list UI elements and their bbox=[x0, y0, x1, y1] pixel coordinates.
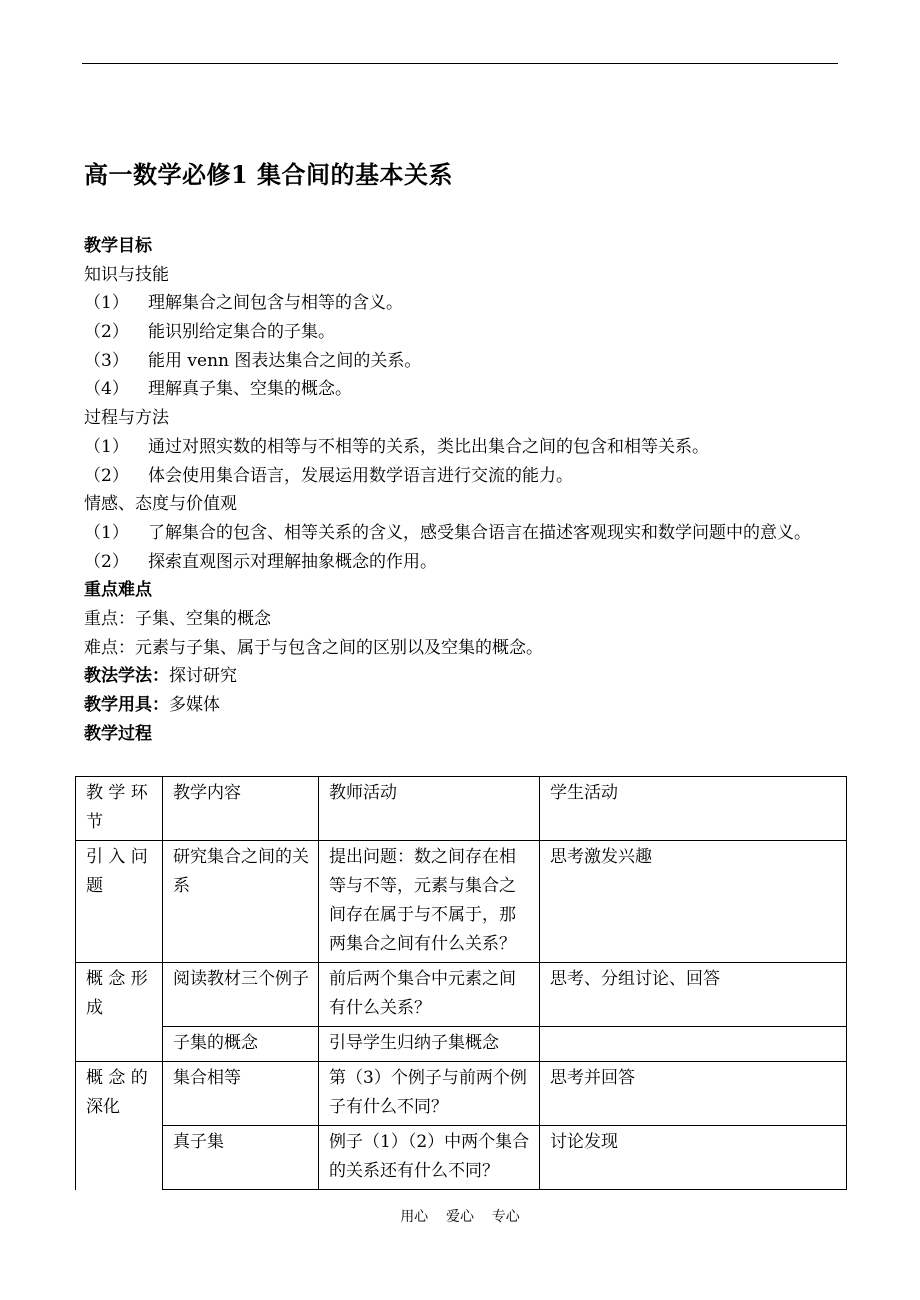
item-number: （1） bbox=[84, 436, 129, 457]
table-row bbox=[76, 1027, 847, 1062]
student-cell: 讨论发现 bbox=[540, 1126, 847, 1190]
list-item bbox=[84, 462, 844, 491]
focus-text: 重点：子集、空集的概念 bbox=[84, 608, 271, 629]
header-rule bbox=[82, 63, 838, 64]
content-cell: 研究集合之间的关系 bbox=[163, 841, 319, 963]
tools-line bbox=[84, 691, 844, 720]
table-header-row bbox=[76, 777, 847, 841]
content-cell: 阅读教材三个例子 bbox=[163, 963, 319, 1027]
goals-heading: 教学目标 bbox=[84, 236, 152, 256]
header-content: 教学内容 bbox=[163, 777, 319, 841]
table-row bbox=[76, 841, 847, 963]
list-item bbox=[84, 375, 844, 404]
list-item bbox=[84, 289, 844, 318]
process-heading: 教学过程 bbox=[84, 723, 152, 744]
table-row bbox=[76, 1062, 847, 1126]
key-points-heading: 重点难点 bbox=[84, 580, 152, 601]
teacher-cell: 例子（1）（2）中两个集合的关系还有什么不同？ bbox=[319, 1126, 540, 1190]
item-text: 探索直观图示对理解抽象概念的作用。 bbox=[148, 551, 437, 572]
list-item bbox=[84, 433, 844, 462]
item-number: （2） bbox=[84, 465, 129, 486]
list-item bbox=[84, 519, 844, 548]
stage-cell: 概 念 的 深化 bbox=[76, 1062, 163, 1190]
list-item bbox=[84, 548, 844, 577]
student-cell bbox=[540, 1027, 847, 1062]
item-text: 能用 venn 图表达集合之间的关系。 bbox=[148, 350, 422, 371]
item-text: 能识别给定集合的子集。 bbox=[148, 322, 335, 343]
difficulty-text: 难点：元素与子集、属于与包含之间的区别以及空集的概念。 bbox=[84, 637, 543, 658]
teacher-cell: 前后两个集合中元素之间有什么关系？ bbox=[319, 963, 540, 1027]
item-number: （2） bbox=[84, 322, 129, 343]
page-footer: 用心 爱心 专心 bbox=[400, 1209, 520, 1225]
header-teacher: 教师活动 bbox=[319, 777, 540, 841]
header-stage: 教 学 环 节 bbox=[76, 777, 163, 841]
teacher-cell: 引导学生归纳子集概念 bbox=[319, 1027, 540, 1062]
item-text: 体会使用集合语言，发展运用数学语言进行交流的能力。 bbox=[148, 465, 573, 486]
item-text: 理解真子集、空集的概念。 bbox=[148, 379, 352, 400]
table-row bbox=[76, 1126, 847, 1190]
emotion-label: 情感、态度与价值观 bbox=[84, 494, 237, 515]
student-cell: 思考并回答 bbox=[540, 1062, 847, 1126]
tools-label: 教学用具： bbox=[84, 695, 169, 716]
method-line bbox=[84, 662, 844, 691]
stage-cell: 引 入 问 题 bbox=[76, 841, 163, 963]
method-label: 教法学法： bbox=[84, 666, 169, 687]
student-cell: 思考激发兴趣 bbox=[540, 841, 847, 963]
process-label: 过程与方法 bbox=[84, 408, 169, 429]
content-cell: 集合相等 bbox=[163, 1062, 319, 1126]
teacher-cell: 第（3）个例子与前两个例子有什么不同？ bbox=[319, 1062, 540, 1126]
header-student: 学生活动 bbox=[540, 777, 847, 841]
item-text: 理解集合之间包含与相等的含义。 bbox=[148, 293, 403, 314]
student-cell: 思考、分组讨论、回答 bbox=[540, 963, 847, 1027]
page-title: 高一数学必修1 集合间的基本关系 bbox=[84, 160, 454, 189]
item-number: （3） bbox=[84, 350, 129, 371]
item-number: （2） bbox=[84, 551, 129, 572]
table-row bbox=[76, 963, 847, 1027]
item-number: （1） bbox=[84, 522, 129, 543]
method-value: 探讨研究 bbox=[169, 666, 237, 687]
item-text: 了解集合的包含、相等关系的含义，感受集合语言在描述客观现实和数学问题中的意义。 bbox=[148, 522, 811, 543]
list-item bbox=[84, 347, 844, 376]
tools-value: 多媒体 bbox=[169, 695, 220, 716]
item-text: 通过对照实数的相等与不相等的关系，类比出集合之间的包含和相等关系。 bbox=[148, 436, 709, 457]
item-number: （4） bbox=[84, 379, 129, 400]
knowledge-label: 知识与技能 bbox=[84, 264, 169, 285]
document-body bbox=[84, 232, 844, 748]
content-cell: 真子集 bbox=[163, 1126, 319, 1190]
teacher-cell: 提出问题：数之间存在相等与不等，元素与集合之间存在属于与不属于，那两集合之间有什么关系？ bbox=[319, 841, 540, 963]
stage-cell: 概 念 形 成 bbox=[76, 963, 163, 1062]
list-item bbox=[84, 318, 844, 347]
content-cell: 子集的概念 bbox=[163, 1027, 319, 1062]
teaching-process-table bbox=[75, 776, 847, 1190]
item-number: （1） bbox=[84, 293, 129, 314]
